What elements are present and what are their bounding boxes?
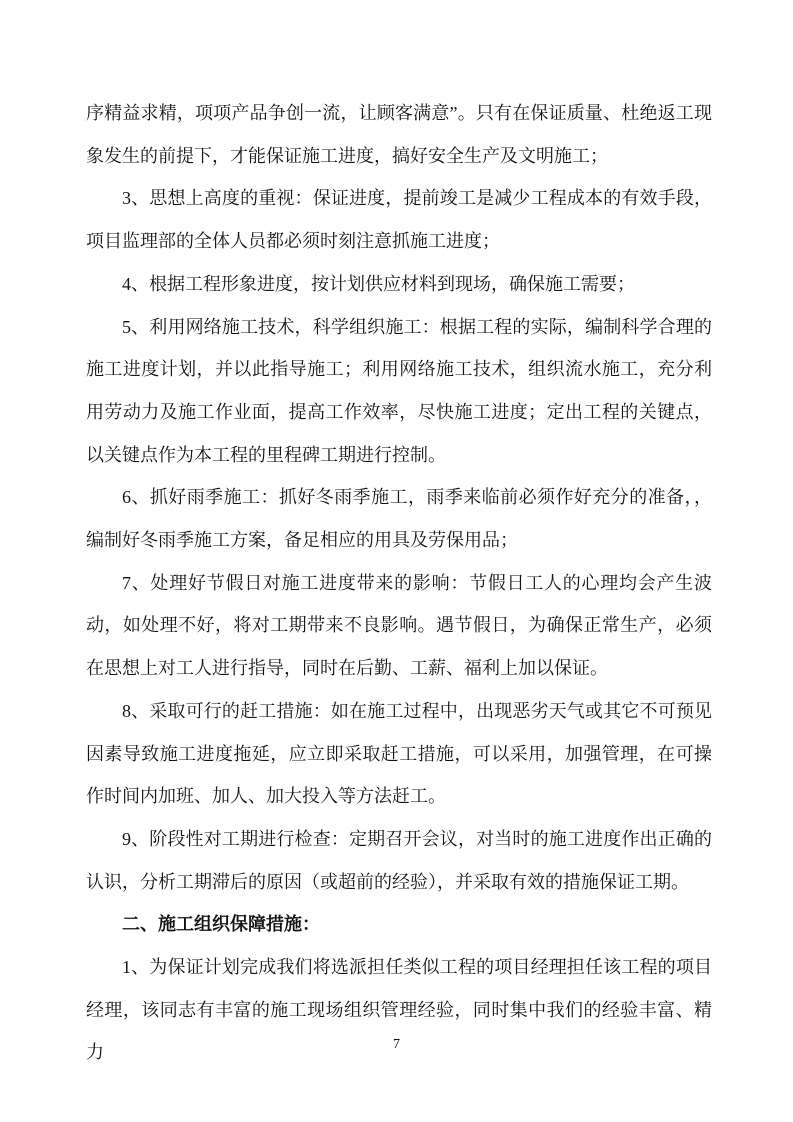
paragraph: 8、采取可行的赶工措施：如在施工过程中，出现恶劣天气或其它不可预见因素导致施工进度拖延，应立即采取赶工措施，可以采用，加强管理，在可操作时间内加班、加人、加大投入等方法赶工。 (86, 700, 712, 807)
paragraph: 3、思想上高度的重视：保证进度，提前竣工是减少工程成本的有效手段，项目监理部的全体人员都必须时刻注意抓施工进度； (86, 188, 712, 252)
paragraph: 序精益求精，项项产品争创一流，让顾客满意”。只有在保证质量、杜绝返工现象发生的前提下，才能保证施工进度，搞好安全生产及文明施工； (86, 103, 712, 166)
section-heading: 二、施工组织保障措施： (122, 914, 320, 935)
paragraph: 9、阶段性对工期进行检查：定期召开会议，对当时的施工进度作出正确的认识，分析工期滞后的原因（或超前的经验），并采取有效的措施保证工期。 (86, 828, 712, 892)
page-footer (0, 1036, 793, 1054)
paragraph: 1、为保证计划完成我们将选派担任类似工程的项目经理担任该工程的项目经理，该同志有丰富的施工现场组织管理经验，同时集中我们的经验丰富、精力 (86, 957, 712, 1063)
paragraph: 7、处理好节假日对施工进度带来的影响：节假日工人的心理均会产生波动，如处理不好，将对工期带来不良影响。遇节假日，为确保正常生产，必须在思想上对工人进行指导，同时在后勤、工薪、福利上加以保证。 (86, 572, 712, 679)
document-body (86, 92, 712, 1074)
page-number: 7 (393, 1037, 400, 1052)
paragraph: 4、根据工程形象进度，按计划供应材料到现场，确保施工需要； (122, 273, 635, 294)
paragraph: 5、利用网络施工技术，科学组织施工：根据工程的实际，编制科学合理的施工进度计划，并以此指导施工；利用网络施工技术，组织流水施工，充分利用劳动力及施工作业面，提高工作效率，尽快施工进度；定出工程的关键点，以关键点作为本工程的里程碑工期进行控制。 (86, 316, 712, 465)
paragraph: 6、抓好雨季施工：抓好冬雨季施工，雨季来临前必须作好充分的准备，，编制好冬雨季施工方案，备足相应的用具及劳保用品； (86, 487, 712, 551)
